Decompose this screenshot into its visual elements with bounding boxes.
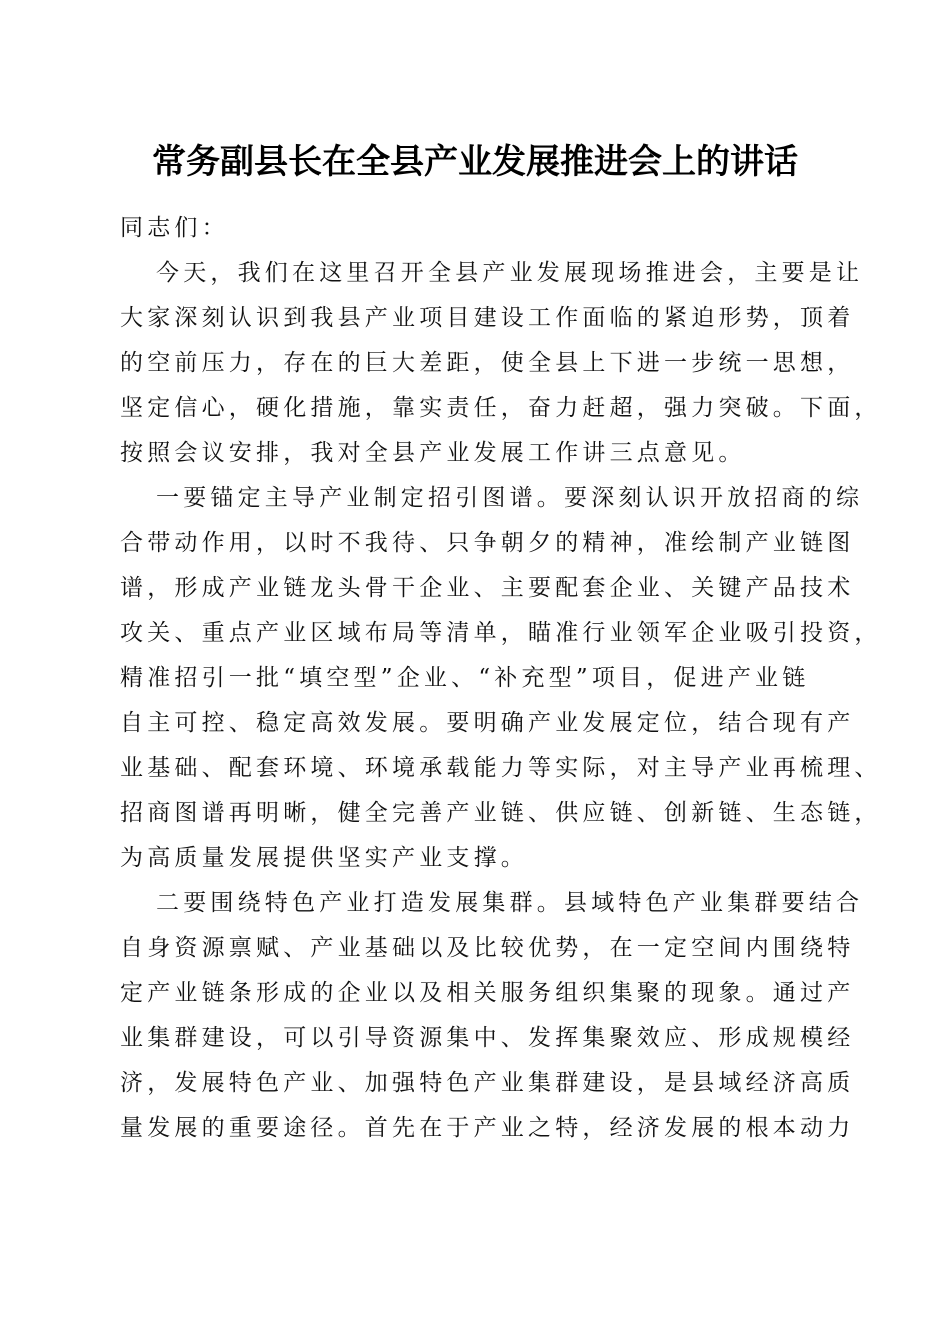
salutation-line: 同志们：	[120, 215, 229, 241]
paragraph-line: 自身资源禀赋、产业基础以及比较优势，在一定空间内围绕特	[120, 935, 855, 961]
paragraph-line: 济，发展特色产业、加强特色产业集群建设，是县域经济高质	[120, 1070, 855, 1096]
document-body	[120, 206, 882, 1151]
paragraph-line: 招商图谱再明晰，健全完善产业链、供应链、创新链、生态链，	[120, 800, 882, 826]
paragraph-line: 攻关、重点产业区域布局等清单，瞄准行业领军企业吸引投资，	[120, 620, 882, 646]
paragraph-line: 精准招引一批“填空型”企业、“补充型”项目，促进产业链	[120, 665, 810, 691]
paragraph-line: 业基础、配套环境、环境承载能力等实际，对主导产业再梳理、	[120, 755, 882, 781]
paragraph-line: 定产业链条形成的企业以及相关服务组织集聚的现象。通过产	[120, 980, 855, 1006]
paragraph-line: 的空前压力，存在的巨大差距，使全县上下进一步统一思想，	[120, 350, 855, 376]
paragraph-line: 量发展的重要途径。首先在于产业之特，经济发展的根本动力	[120, 1115, 855, 1141]
document-title: 常务副县长在全县产业发展推进会上的讲话	[152, 142, 798, 182]
paragraph-line: 自主可控、稳定高效发展。要明确产业发展定位，结合现有产	[120, 710, 855, 736]
paragraph-line: 业集群建设，可以引导资源集中、发挥集聚效应、形成规模经	[120, 1025, 855, 1051]
paragraph-line: 为高质量发展提供坚实产业支撑。	[120, 845, 528, 871]
paragraph-line: 谱，形成产业链龙头骨干企业、主要配套企业、关键产品技术	[120, 575, 855, 601]
paragraph-line: 二要围绕特色产业打造发展集群。县域特色产业集群要结合	[156, 890, 864, 916]
paragraph-line: 一要锚定主导产业制定招引图谱。要深刻认识开放招商的综	[156, 485, 864, 511]
paragraph-line: 坚定信心，硬化措施，靠实责任，奋力赶超，强力突破。下面，	[120, 395, 882, 421]
paragraph-line: 按照会议安排，我对全县产业发展工作讲三点意见。	[120, 440, 746, 466]
paragraph-line: 合带动作用，以时不我待、只争朝夕的精神，准绘制产业链图	[120, 530, 855, 556]
paragraph-line: 大家深刻认识到我县产业项目建设工作面临的紧迫形势，顶着	[120, 305, 855, 331]
paragraph-line: 今天，我们在这里召开全县产业发展现场推进会，主要是让	[156, 260, 864, 286]
